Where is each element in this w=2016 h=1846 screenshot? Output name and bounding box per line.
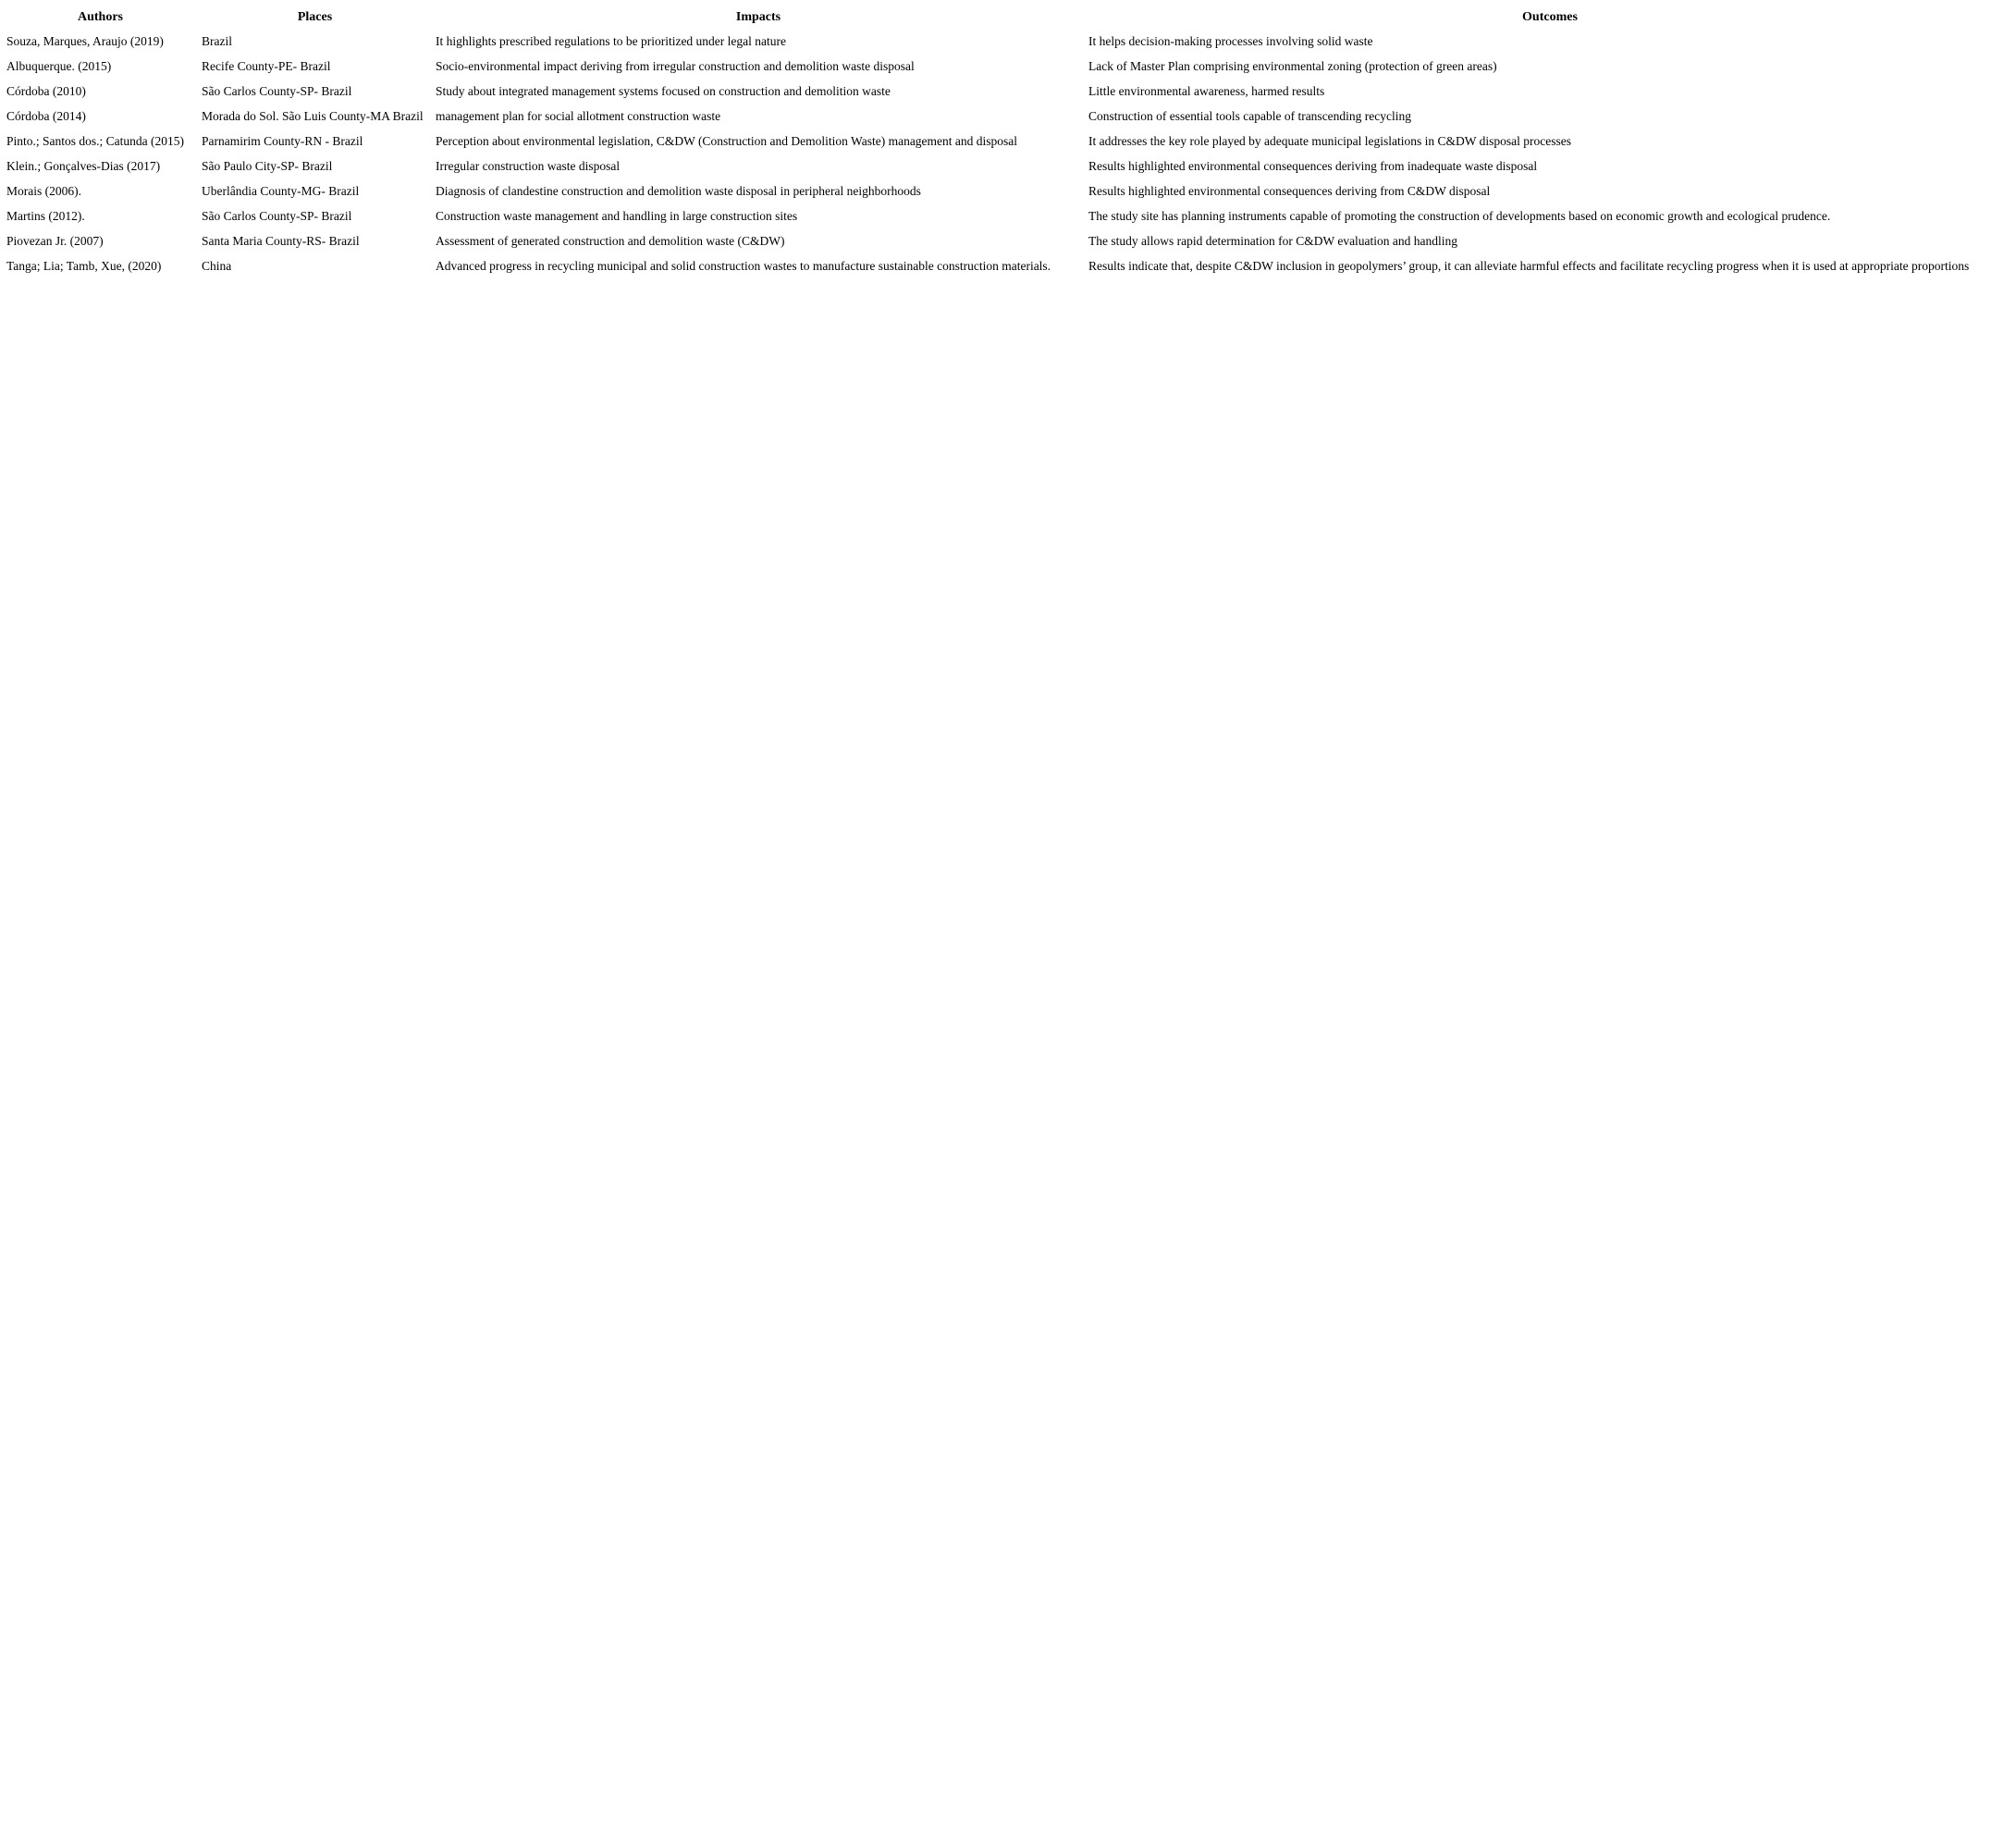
header-authors: Authors bbox=[77, 9, 123, 24]
table-row bbox=[3, 104, 2015, 129]
table-row bbox=[3, 54, 2015, 79]
cell-impacts: It highlights prescribed regulations to be prioritized under legal nature bbox=[436, 33, 787, 48]
cell-authors: Piovezan Jr. (2007) bbox=[6, 233, 104, 248]
cell-outcomes: Results highlighted environmental consequences deriving from inadequate waste disposal bbox=[1088, 158, 1538, 173]
cell-impacts: management plan for social allotment construction waste bbox=[436, 108, 721, 123]
table-header bbox=[3, 6, 2015, 29]
cell-places: Recife County-PE- Brazil bbox=[202, 58, 331, 73]
table-row bbox=[3, 228, 2015, 253]
cell-outcomes: Results indicate that, despite C&DW inclusion in geopolymers’ group, it can alleviate harmful effects and facilitate recycling progress when it is used at appropriate proportions bbox=[1088, 258, 1970, 273]
cell-impacts: Assessment of generated construction and demolition waste (C&DW) bbox=[436, 233, 785, 248]
cell-outcomes: It helps decision-making processes involving solid waste bbox=[1088, 33, 1373, 48]
cell-impacts: Advanced progress in recycling municipal and solid construction wastes to manufacture sustainable construction materials. bbox=[436, 258, 1051, 273]
cell-authors: Martins (2012). bbox=[6, 208, 85, 223]
header-places: Places bbox=[297, 9, 333, 24]
table-row bbox=[3, 178, 2015, 203]
cell-places: Brazil bbox=[202, 33, 232, 48]
cell-impacts: Construction waste management and handling in large construction sites bbox=[436, 208, 798, 223]
table-row bbox=[3, 79, 2015, 104]
cell-authors: Pinto.; Santos dos.; Catunda (2015) bbox=[6, 133, 184, 148]
cell-impacts: Irregular construction waste disposal bbox=[436, 158, 621, 173]
table-row bbox=[3, 29, 2015, 54]
header-impacts: Impacts bbox=[735, 9, 781, 24]
cell-places: São Carlos County-SP- Brazil bbox=[202, 83, 352, 98]
cell-outcomes: Results highlighted environmental consequences deriving from C&DW disposal bbox=[1088, 183, 1491, 198]
table-row bbox=[3, 253, 2015, 278]
cell-places: São Carlos County-SP- Brazil bbox=[202, 208, 352, 223]
cell-places: São Paulo City-SP- Brazil bbox=[202, 158, 333, 173]
header-row bbox=[3, 6, 2015, 29]
header-outcomes: Outcomes bbox=[1522, 9, 1578, 24]
cell-places: China bbox=[202, 258, 232, 273]
cell-authors: Córdoba (2010) bbox=[6, 83, 86, 98]
cell-impacts: Study about integrated management systems focused on construction and demolition waste bbox=[436, 83, 891, 98]
cell-outcomes: Little environmental awareness, harmed results bbox=[1088, 83, 1325, 98]
cell-impacts: Perception about environmental legislation, C&DW (Construction and Demolition Waste) management and disposal bbox=[436, 133, 1018, 148]
table-row bbox=[3, 154, 2015, 178]
cell-places: Santa Maria County-RS- Brazil bbox=[202, 233, 360, 248]
table-row bbox=[3, 203, 2015, 228]
cell-places: Morada do Sol. São Luis County-MA Brazil bbox=[202, 108, 424, 123]
cell-impacts: Diagnosis of clandestine construction and demolition waste disposal in peripheral neighborhoods bbox=[436, 183, 921, 198]
literature-table bbox=[3, 6, 2015, 278]
cell-authors: Morais (2006). bbox=[6, 183, 81, 198]
cell-outcomes: The study site has planning instruments capable of promoting the construction of developments based on economic growth and ecological prudence. bbox=[1088, 208, 1831, 223]
table-body bbox=[3, 29, 2015, 278]
cell-outcomes: It addresses the key role played by adequate municipal legislations in C&DW disposal processes bbox=[1088, 133, 1571, 148]
cell-outcomes: Lack of Master Plan comprising environmental zoning (protection of green areas) bbox=[1088, 58, 1497, 73]
cell-authors: Souza, Marques, Araujo (2019) bbox=[6, 33, 164, 48]
cell-outcomes: The study allows rapid determination for C&DW evaluation and handling bbox=[1088, 233, 1458, 248]
cell-places: Uberlândia County-MG- Brazil bbox=[202, 183, 360, 198]
cell-authors: Tanga; Lia; Tamb, Xue, (2020) bbox=[6, 258, 162, 273]
cell-places: Parnamirim County-RN - Brazil bbox=[202, 133, 363, 148]
cell-outcomes: Construction of essential tools capable of transcending recycling bbox=[1088, 108, 1412, 123]
cell-authors: Córdoba (2014) bbox=[6, 108, 86, 123]
cell-impacts: Socio-environmental impact deriving from irregular construction and demolition waste disposal bbox=[436, 58, 915, 73]
table-row bbox=[3, 129, 2015, 154]
cell-authors: Klein.; Gonçalves-Dias (2017) bbox=[6, 158, 161, 173]
cell-authors: Albuquerque. (2015) bbox=[6, 58, 112, 73]
